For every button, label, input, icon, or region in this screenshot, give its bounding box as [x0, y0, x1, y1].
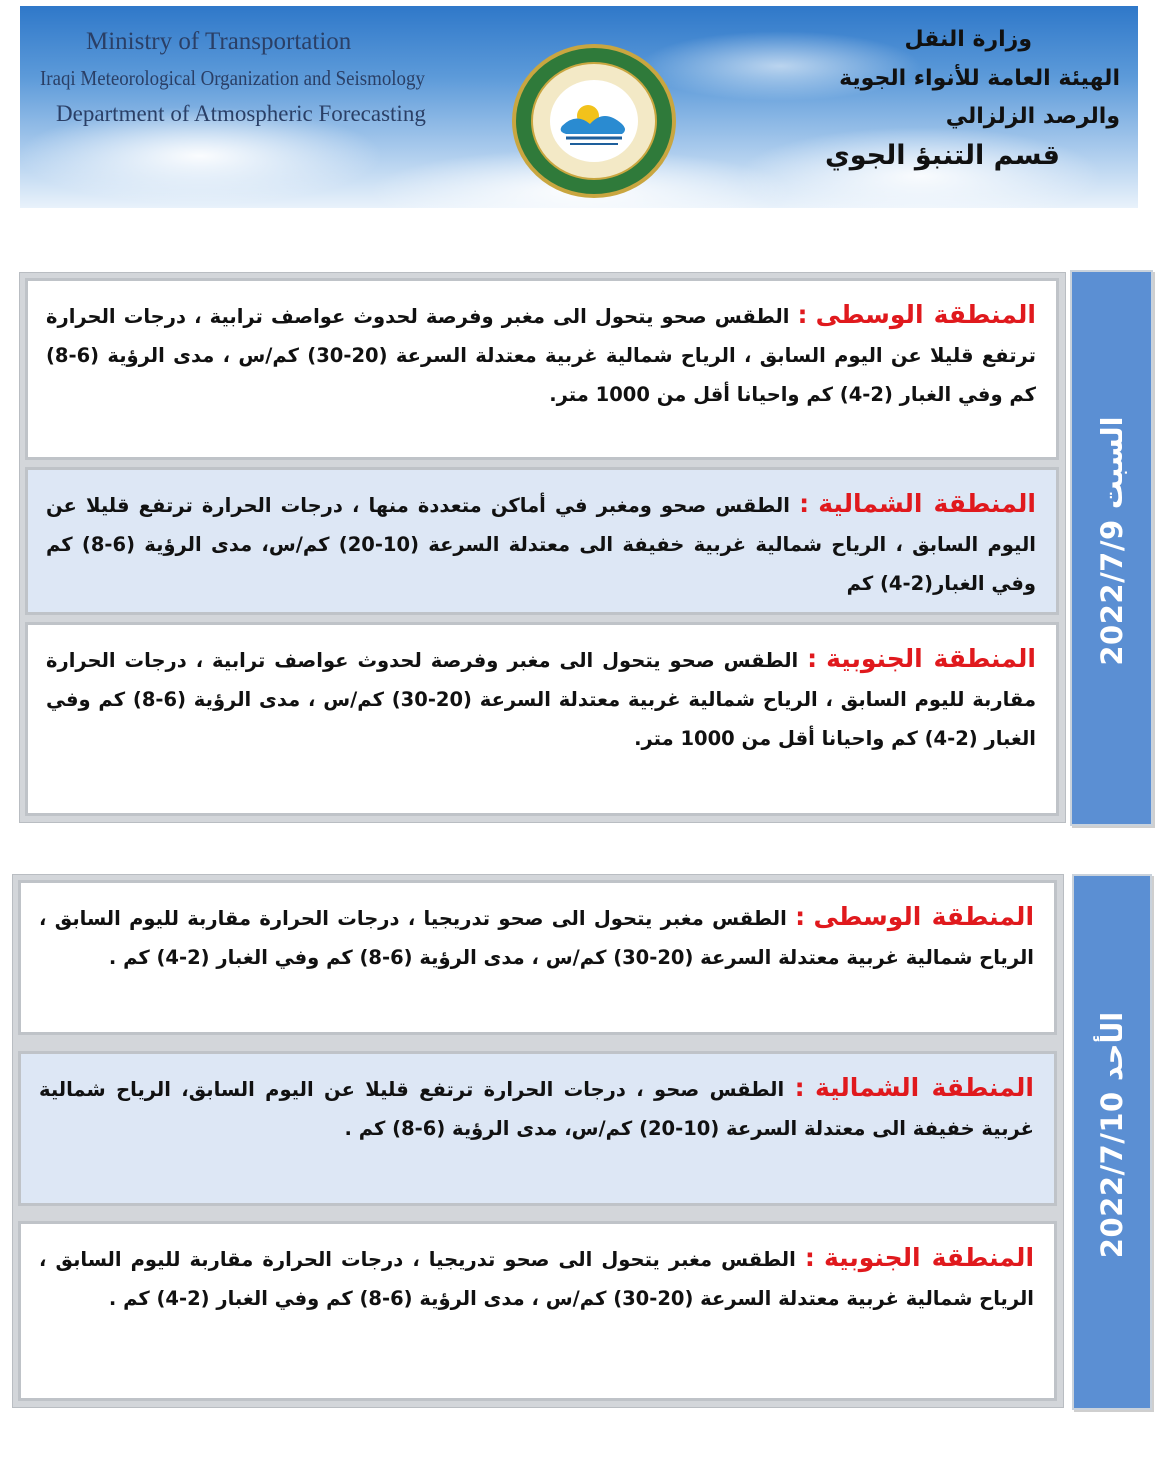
day-name: السبت	[1094, 416, 1129, 510]
region-title: المنطقة الشمالية	[818, 489, 1036, 518]
region-separator: :	[794, 1073, 805, 1102]
ministry-name-ar: وزارة النقل	[904, 27, 1032, 52]
department-name-en: Department of Atmospheric Forecasting	[56, 101, 426, 126]
region-forecast-text: الطقس صحو يتحول الى مغبر وفرصة لحدوث عواصف ترابية ، درجات الحرارة ترتفع قليلا عن اليوم السابق ، الرياح شمالية غربية معتدلة السرعة (20-30) كم/س ، مدى الرؤية (6-8) كم وفي الغبار (2-4) كم واحيانا أقل من 1000 متر.	[46, 305, 1036, 406]
region-title: المنطقة الوسطى	[813, 902, 1035, 931]
header-english-text	[40, 24, 468, 132]
ministry-name-en: Ministry of Transportation	[86, 28, 352, 55]
header-arabic-text	[780, 20, 1120, 176]
day-2-northern-region	[18, 1051, 1057, 1206]
region-forecast-text: الطقس مغبر يتحول الى صحو تدريجيا ، درجات الحرارة مقاربة لليوم السابق ، الرياح شمالية غربية معتدلة السرعة (20-30) كم/س ، مدى الرؤية (6-8) كم وفي الغبار (2-4) كم .	[39, 1248, 1034, 1310]
day-1-date-label	[1095, 416, 1129, 679]
region-separator: :	[799, 489, 810, 518]
region-forecast-text: الطقس صحو ومغبر في أماكن متعددة منها ، درجات الحرارة ترتفع قليلا عن اليوم السابق ، الرياح شمالية غربية خفيفة الى معتدلة السرعة (10-20) كم/س، مدى الرؤية (6-8) كم وفي الغبار(2-4) كم	[46, 494, 1036, 595]
day-2-date-tab	[1072, 874, 1152, 1410]
organization-name-ar: الهيئة العامة للأنواء الجوية والرصد الزلزالي	[839, 66, 1120, 129]
department-name-ar: قسم التنبؤ الجوي	[824, 140, 1060, 171]
day-1-central-region	[25, 278, 1059, 460]
organization-name-en: Iraqi Meteorological Organization and Seismology	[40, 66, 425, 90]
day-date: 2022/7/9	[1094, 519, 1129, 666]
region-title: المنطقة الجنوبية	[826, 644, 1036, 673]
day-2-central-region	[18, 880, 1057, 1035]
day-1-northern-region	[25, 467, 1059, 615]
region-title: المنطقة الجنوبية	[823, 1243, 1035, 1272]
day-1-date-tab	[1070, 270, 1153, 826]
region-forecast-text: الطقس مغبر يتحول الى صحو تدريجيا ، درجات الحرارة مقاربة لليوم السابق ، الرياح شمالية غربية معتدلة السرعة (20-30) كم/س ، مدى الرؤية (6-8) كم وفي الغبار (2-4) كم .	[39, 907, 1034, 969]
region-title: المنطقة الوسطى	[815, 300, 1036, 329]
region-separator: :	[804, 1243, 815, 1272]
meteorology-seal-icon	[510, 42, 678, 200]
day-2-date-label	[1095, 1012, 1129, 1272]
region-separator: :	[795, 902, 806, 931]
day-date: 2022/7/10	[1095, 1091, 1129, 1259]
region-separator: :	[797, 300, 808, 329]
region-forecast-text: الطقس صحو ، درجات الحرارة ترتفع قليلا عن اليوم السابق، الرياح شمالية غربية خفيفة الى معتدلة السرعة (10-20) كم/س، مدى الرؤية (6-8) كم .	[39, 1078, 1034, 1140]
region-title: المنطقة الشمالية	[814, 1073, 1034, 1102]
region-forecast-text: الطقس صحو يتحول الى مغبر وفرصة لحدوث عواصف ترابية ، درجات الحرارة مقاربة لليوم السابق ، الرياح شمالية غربية معتدلة السرعة (20-30) كم/س ، مدى الرؤية (6-8) كم وفي الغبار (2-4) كم واحيانا أقل من 1000 متر.	[46, 649, 1037, 750]
day-1-southern-region	[25, 622, 1059, 816]
day-name: الأحد	[1095, 1011, 1129, 1082]
region-separator: :	[807, 644, 818, 673]
header-banner	[20, 6, 1138, 208]
day-2-southern-region	[18, 1221, 1057, 1401]
